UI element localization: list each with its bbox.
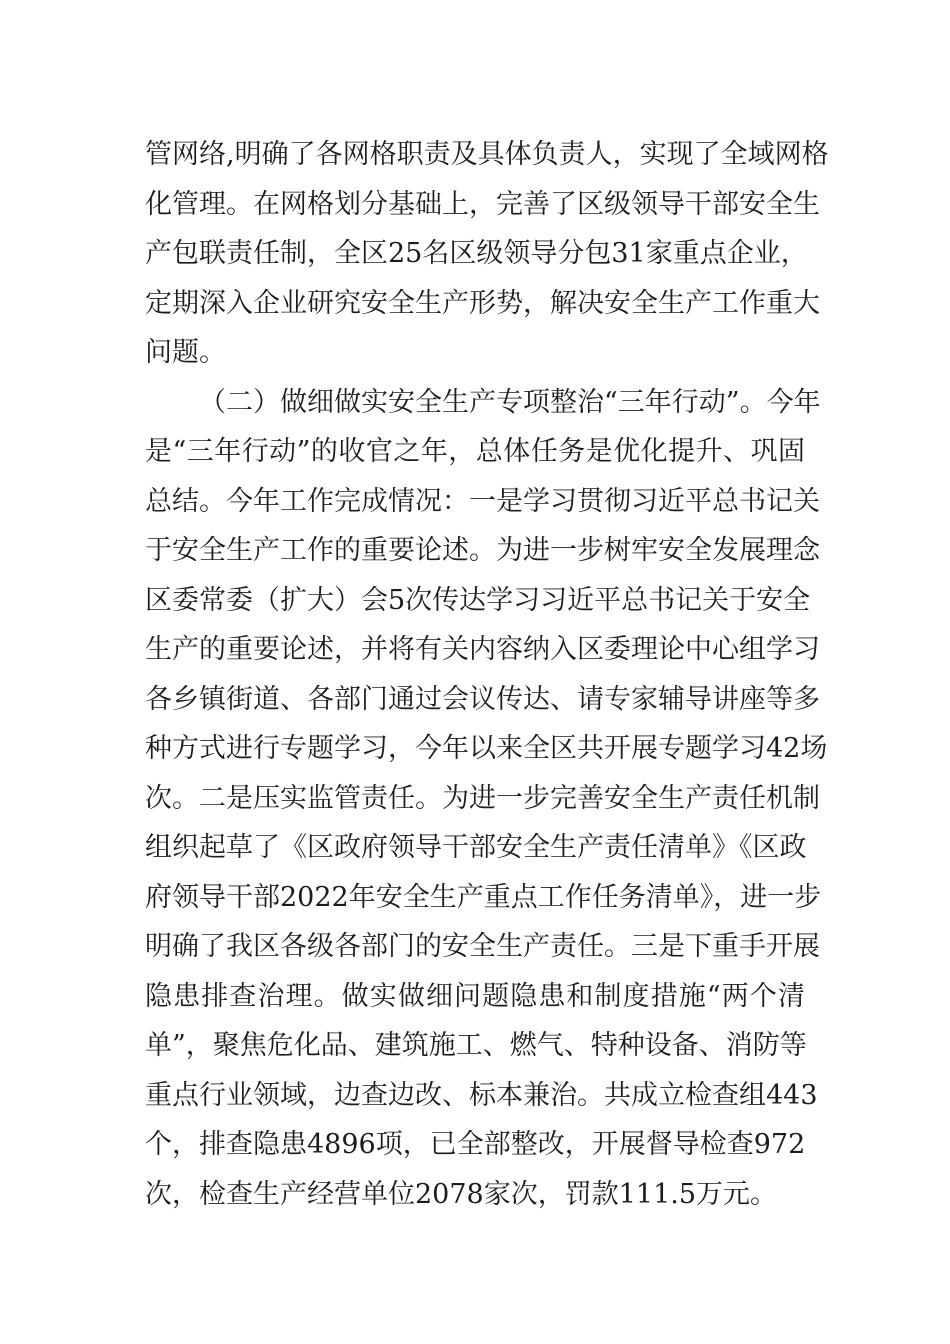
text-line: 区委常委（扩大）会5次传达学习习近平总书记关于安全 xyxy=(145,584,811,616)
text-line: 府领导干部2022年安全生产重点工作任务清单》，进一步 xyxy=(145,881,822,913)
text-line: 重点行业领域，边查边改、标本兼治。共成立检查组443 xyxy=(145,1079,818,1111)
text-line: 种方式进行专题学习，今年以来全区共开展专题学习42场 xyxy=(145,733,828,764)
text-line: 产包联责任制，全区25名区级领导分包31家重点企业， xyxy=(145,238,808,269)
text-line: 明确了我区各级各部门的安全生产责任。三是下重手开展 xyxy=(145,931,820,962)
text-line: 化管理。在网格划分基础上，完善了区级领导干部安全生 xyxy=(145,188,820,220)
text-line: 是“三年行动”的收官之年，总体任务是优化提升、巩固 xyxy=(145,436,805,467)
text-line: 隐患排查治理。做实做细问题隐患和制度措施“两个清 xyxy=(145,980,805,1012)
body-text xyxy=(145,130,829,1219)
text-line: 总结。今年工作完成情况：一是学习贯彻习近平总书记关 xyxy=(145,485,820,517)
text-line: 定期深入企业研究安全生产形势，解决安全生产工作重大 xyxy=(145,287,820,319)
text-line: 于安全生产工作的重要论述。为进一步树牢安全发展理念 xyxy=(145,535,820,566)
text-line: 管网络,明确了各网格职责及具体负责人，实现了全域网格 xyxy=(145,139,829,170)
text-line: 次，检查生产经营单位2078家次，罚款111.5万元。 xyxy=(145,1178,778,1210)
text-line: 次。二是压实监管责任。为进一步完善安全生产责任机制 xyxy=(145,782,820,814)
text-line: （二）做细做实安全生产专项整治“三年行动”。今年 xyxy=(199,386,821,418)
text-line: 单”，聚焦危化品、建筑施工、燃气、特种设备、消防等 xyxy=(145,1030,807,1061)
text-line: 各乡镇街道、各部门通过会议传达、请专家辅导讲座等多 xyxy=(145,683,820,715)
text-line: 问题。 xyxy=(145,337,226,368)
text-line: 组织起草了《区政府领导干部安全生产责任清单》《区政 xyxy=(145,832,807,863)
text-line: 个，排查隐患4896项，已全部整改，开展督导检查972 xyxy=(145,1129,806,1160)
text-line: 生产的重要论述，并将有关内容纳入区委理论中心组学习 xyxy=(145,634,820,665)
